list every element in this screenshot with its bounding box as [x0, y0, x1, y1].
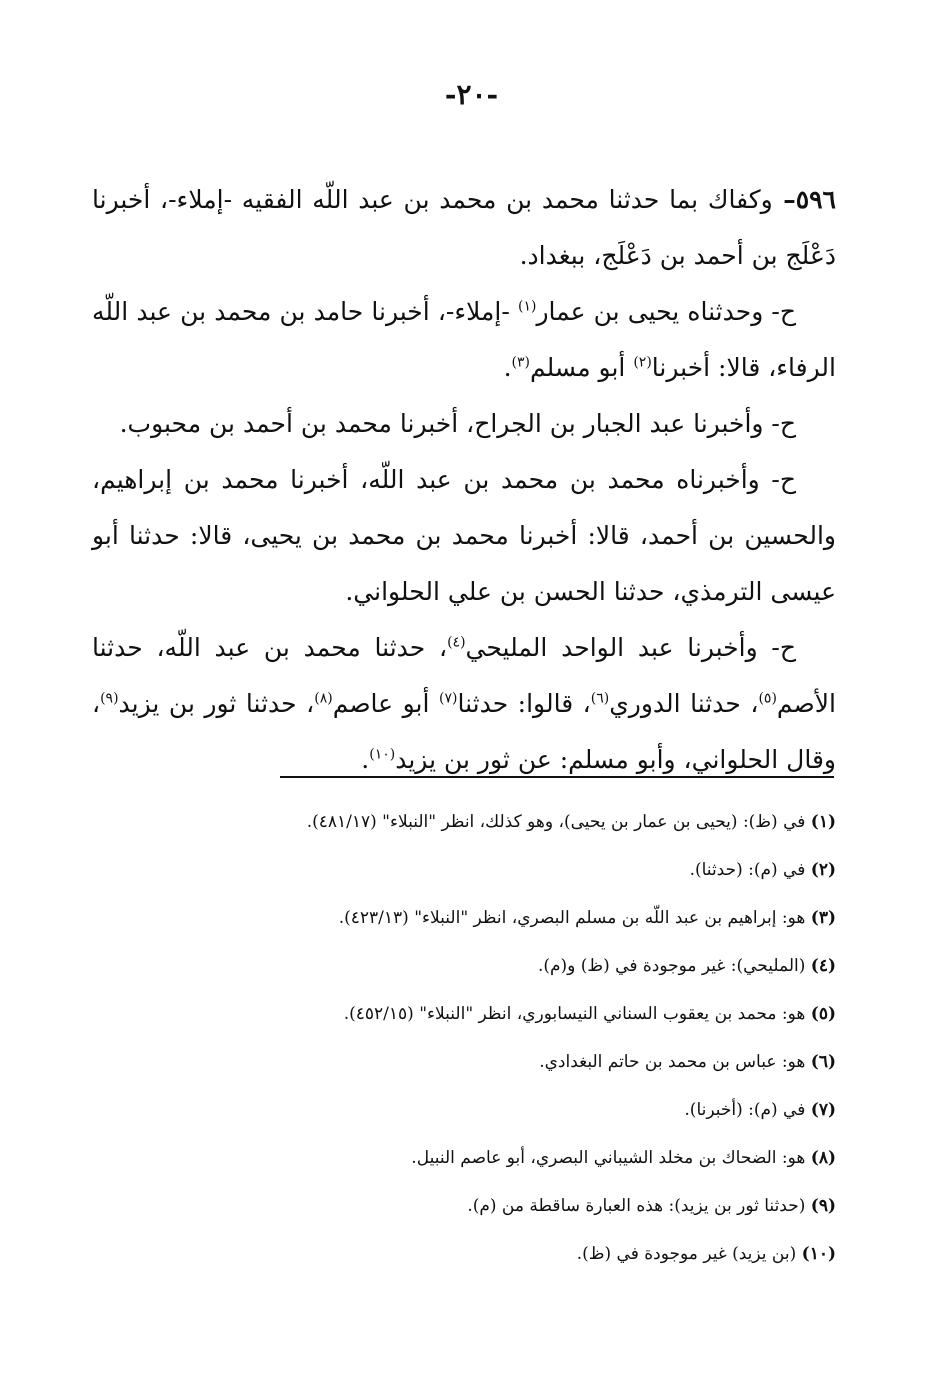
footnote-ref[interactable]: (٢): [633, 354, 652, 371]
entry-text: وكفاك بما حدثنا محمد بن محمد بن عبد اللّه الفقيه -إملاء-، أخبرنا دَعْلَج بن أحمد بن دَعْلَج، ببغداد.: [92, 185, 836, 270]
footnote-ref[interactable]: (٣): [511, 354, 530, 371]
footnote-text: (المليحي): غير موجودة في (ظ) و(م).: [537, 956, 811, 976]
footnote: [92, 1230, 836, 1278]
chain-text: ، حدثنا الدوري: [609, 689, 759, 718]
footnote-ref[interactable]: (٤): [447, 634, 466, 651]
footnotes-section: [92, 798, 836, 1278]
footnote: [92, 846, 836, 894]
footnote-ref[interactable]: (١): [517, 298, 537, 315]
footnote-number: (١): [810, 812, 836, 832]
footnote-divider: [280, 776, 834, 778]
chain-paragraph: [92, 396, 836, 452]
footnote-text: هو: عباس بن محمد بن حاتم البغدادي.: [539, 1052, 811, 1072]
entry-dash: –: [772, 185, 796, 214]
chain-paragraph: [92, 620, 836, 788]
footnote-ref[interactable]: (١٠): [369, 746, 396, 763]
footnote-number: (١٠): [801, 1244, 836, 1264]
footnote: [92, 1086, 836, 1134]
chain-text: ح- وأخبرناه محمد بن محمد بن عبد اللّه، أخبرنا محمد بن إبراهيم، والحسين بن أحمد، قالا: أخبرنا محمد بن محمد بن يحيى، قالا: حدثنا أبو عيسى الترمذي، حدثنا الحسن بن علي الحلواني.: [92, 465, 836, 606]
footnote-ref[interactable]: (٩): [100, 690, 119, 707]
footnote-text: (حدثنا ثور بن يزيد): هذه العبارة ساقطة من (م).: [467, 1196, 811, 1216]
footnote: [92, 798, 836, 846]
chain-text: ح- وحدثناه يحيى بن عمار: [536, 297, 797, 326]
chain-text: ح- وأخبرنا عبد الواحد المليحي: [465, 633, 796, 662]
footnote-number: (٩): [810, 1196, 836, 1216]
chain-text: ، وقال الحلواني، وأبو مسلم: عن ثور بن يزيد: [92, 689, 836, 774]
footnote-ref[interactable]: (٨): [314, 690, 333, 707]
footnote: [92, 1134, 836, 1182]
footnote-number: (٧): [810, 1100, 836, 1120]
chain-text: أبو مسلم: [529, 353, 634, 382]
chain-text: -إملاء-، أخبرنا حامد بن محمد بن عبد اللّه الرفاء، قالا: أخبرنا: [92, 297, 836, 382]
footnote-number: (٨): [810, 1148, 836, 1168]
footnote-text: هو: محمد بن يعقوب السناني النيسابوري، انظر "النبلاء" (٤٥٢/١٥).: [343, 1004, 811, 1024]
footnote-text: هو: الضحاك بن مخلد الشيباني البصري، أبو عاصم النبيل.: [411, 1148, 811, 1168]
chain-paragraph: [92, 284, 836, 396]
chain-text: .: [503, 353, 512, 382]
footnote-number: (٢): [810, 860, 836, 880]
chain-text: أبو عاصم: [332, 689, 439, 718]
hadith-entry: [92, 172, 836, 284]
footnote-ref[interactable]: (٧): [438, 690, 458, 707]
chain-paragraph: [92, 452, 836, 620]
chain-text: .: [361, 745, 370, 774]
footnote: [92, 1038, 836, 1086]
footnote: [92, 894, 836, 942]
chain-text: ، قالوا: حدثنا: [457, 689, 591, 718]
footnote-text: في (م): (أخبرنا).: [684, 1100, 811, 1120]
footnote-ref[interactable]: (٦): [590, 690, 610, 707]
main-text: [92, 172, 836, 788]
page-number: -٢٠-: [444, 78, 499, 111]
entry-number: ٥٩٦: [795, 185, 836, 214]
chain-text: ح- وأخبرنا عبد الجبار بن الجراح، أخبرنا محمد بن أحمد بن محبوب.: [119, 409, 796, 438]
footnote-text: هو: إبراهيم بن عبد اللّه بن مسلم البصري، انظر "النبلاء" (٤٢٣/١٣).: [338, 908, 811, 928]
footnote-number: (٦): [810, 1052, 836, 1072]
footnote-text: (بن يزيد) غير موجودة في (ظ).: [576, 1244, 802, 1264]
footnote-ref[interactable]: (٥): [758, 690, 777, 707]
chain-text: ، حدثنا محمد بن عبد اللّه، حدثنا الأصم: [92, 633, 836, 718]
footnote: [92, 1182, 836, 1230]
footnote: [92, 990, 836, 1038]
footnote-text: في (ظ): (يحيى بن عمار بن يحيى)، وهو كذلك، انظر "النبلاء" (٤٨١/١٧).: [306, 812, 811, 832]
footnote-text: في (م): (حدثنا).: [689, 860, 811, 880]
footnote: [92, 942, 836, 990]
footnote-number: (٣): [810, 908, 836, 928]
chain-text: ، حدثنا ثور بن يزيد: [118, 689, 315, 718]
footnote-number: (٤): [810, 956, 836, 976]
footnote-number: (٥): [810, 1004, 836, 1024]
